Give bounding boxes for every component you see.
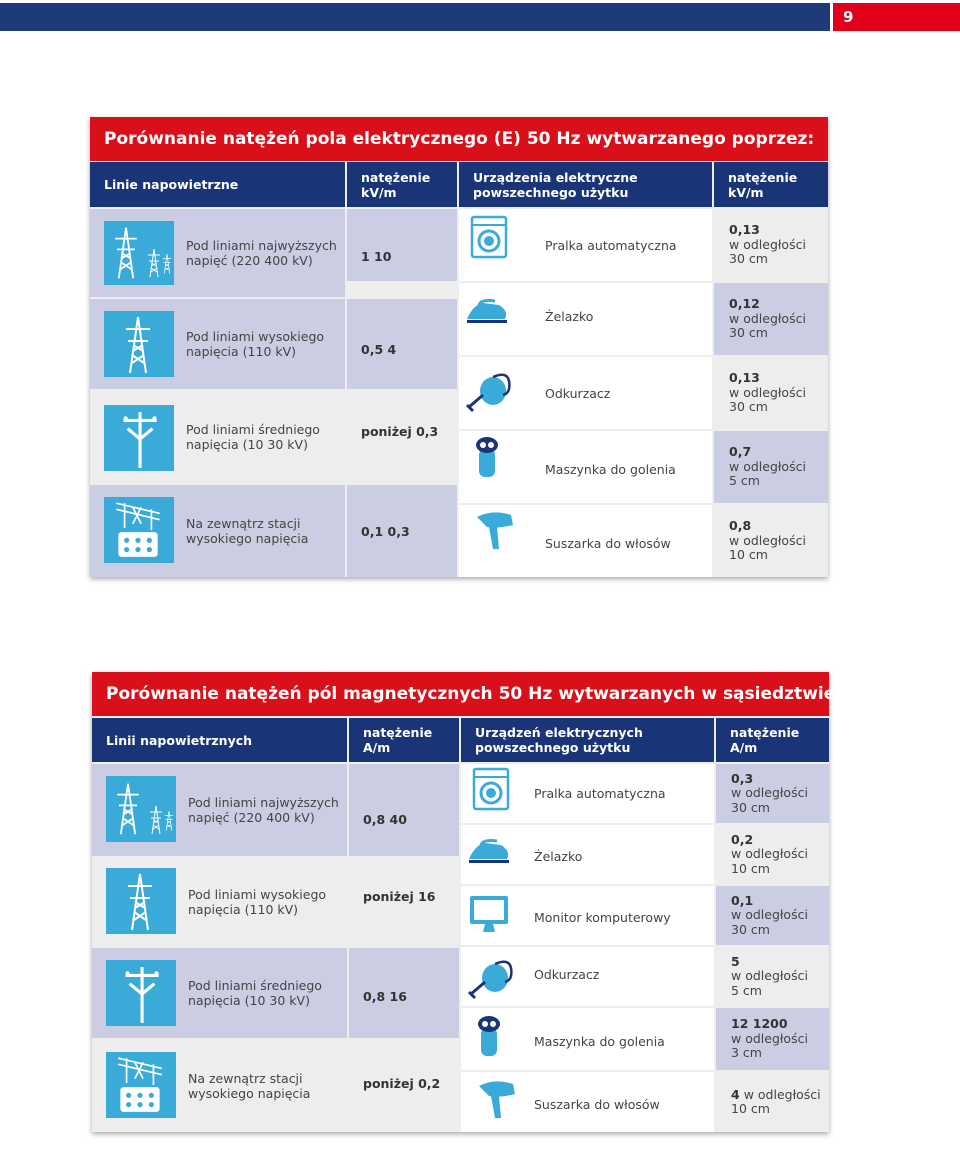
device-distance: 30 cm <box>731 921 770 937</box>
magnetic-device-row-5 <box>461 1008 714 1070</box>
monitor-icon <box>467 892 511 936</box>
device-label: Maszynka do golenia <box>545 461 676 477</box>
line-label-2: napięcia (10 30 kV) <box>188 993 310 1008</box>
electric-header-lines-label: Linie napowietrzne <box>104 177 239 192</box>
device-distance: 30 cm <box>729 399 768 415</box>
electric-line-row-4 <box>90 485 345 577</box>
magnetic-header-lines <box>92 718 347 762</box>
magnetic-header-devices <box>461 718 714 762</box>
device-distance: 3 cm <box>731 1045 762 1061</box>
pole-medium-icon <box>104 405 174 471</box>
electric-line-value-4 <box>347 485 457 577</box>
magnetic-device-row-4 <box>461 947 714 1006</box>
line-label-2: napięć (220 400 kV) <box>186 253 313 268</box>
tower-tall-icon <box>106 776 176 842</box>
line-value: poniżej 16 <box>363 888 436 904</box>
electric-line-value-2 <box>347 299 457 389</box>
device-label: Suszarka do włosów <box>545 535 671 551</box>
line-value: 1 10 <box>361 248 392 264</box>
device-label: Pralka automatyczna <box>534 786 666 801</box>
electric-device-row-1 <box>459 209 712 281</box>
line-label-2: wysokiego napięcia <box>186 531 309 546</box>
magnetic-line-value-4 <box>349 1040 459 1132</box>
page-number: 9 <box>833 3 960 31</box>
electric-device-value-3 <box>714 357 828 429</box>
device-distance: 10 cm <box>729 547 768 563</box>
line-label-2: napięcia (110 kV) <box>188 902 299 917</box>
electric-panel-title: Porównanie natężeń pola elektrycznego (E) 50 Hz wytwarzanego poprzez: <box>90 117 828 161</box>
device-label: Odkurzacz <box>545 385 611 401</box>
unit-label: natężenie A/m <box>730 725 800 755</box>
unit-line-1: natężenie <box>728 169 798 185</box>
unit-label: natężenie A/m <box>363 725 433 755</box>
electric-device-row-5 <box>459 505 712 577</box>
electric-line-row-1 <box>90 209 345 297</box>
pole-medium-icon <box>106 960 176 1026</box>
iron-icon <box>465 297 513 327</box>
device-value: 0,8 <box>729 518 752 534</box>
line-label-1: Na zewnątrz stacji <box>188 1071 303 1086</box>
line-label-1: Pod liniami najwyższych <box>188 795 339 810</box>
unit-line-2: kV/m <box>728 184 764 200</box>
device-value: 0,1 <box>731 892 754 908</box>
electric-line-row-2 <box>90 299 345 389</box>
device-value: 12 1200 <box>731 1016 788 1032</box>
tower-high-icon <box>104 311 174 377</box>
vacuum-cleaner-icon <box>463 365 513 415</box>
electric-device-value-5 <box>714 505 828 577</box>
tower-tall-icon <box>104 221 174 285</box>
electric-device-row-3 <box>459 357 712 429</box>
electric-header-devices <box>459 162 712 207</box>
device-label: Monitor komputerowy <box>534 910 671 925</box>
device-distance: 30 cm <box>729 251 768 267</box>
devices-line-1: Urządzeń elektrycznych <box>475 725 643 740</box>
magnetic-header-devices-unit <box>716 718 829 762</box>
device-value: 0,7 <box>729 444 752 460</box>
hair-dryer-icon <box>475 1078 519 1122</box>
electric-device-row-4 <box>459 431 712 503</box>
line-value: 0,8 16 <box>363 988 407 1004</box>
magnetic-panel-title: Porównanie natężeń pól magnetycznych 50 Hz wytwarzanych w sąsiedztwie: <box>92 672 829 716</box>
device-label: Suszarka do włosów <box>534 1096 660 1112</box>
device-distance-label: w odległości <box>731 968 808 984</box>
iron-icon <box>467 837 515 867</box>
electric-line-value-3 <box>347 391 457 483</box>
device-distance-label: w odległości <box>743 1086 821 1102</box>
device-label: Żelazko <box>534 849 583 864</box>
device-value: 4 <box>731 1086 740 1102</box>
device-label: Żelazko <box>545 308 594 324</box>
line-label-2: napięć (220 400 kV) <box>188 810 315 825</box>
line-value: 0,8 40 <box>363 811 407 827</box>
magnetic-device-value-1 <box>716 764 829 823</box>
magnetic-device-row-2 <box>461 825 714 884</box>
magnetic-device-row-6 <box>461 1072 714 1132</box>
device-distance: 10 cm <box>731 1101 770 1116</box>
line-value: 0,5 4 <box>361 341 397 357</box>
device-label: Pralka automatyczna <box>545 237 677 253</box>
device-distance: 10 cm <box>731 860 770 876</box>
magnetic-line-value-3 <box>349 948 459 1038</box>
magnetic-line-row-3 <box>92 948 347 1038</box>
electric-device-value-4 <box>714 431 828 503</box>
line-label-1: Pod liniami średniego <box>186 422 320 437</box>
shaver-icon <box>475 1014 505 1058</box>
hair-dryer-icon <box>473 509 517 553</box>
magnetic-line-row-2 <box>92 858 347 946</box>
magnetic-device-value-4 <box>716 947 829 1006</box>
magnetic-device-row-3 <box>461 886 714 945</box>
device-distance-label: w odległości <box>731 785 808 801</box>
magnetic-line-value-1 <box>349 764 459 856</box>
device-distance: 5 cm <box>729 473 760 489</box>
line-value: poniżej 0,2 <box>363 1075 441 1091</box>
device-value: 0,13 <box>729 222 760 238</box>
device-distance-label: w odległości <box>729 384 806 400</box>
device-value-line <box>731 1088 829 1103</box>
top-bar <box>0 3 830 31</box>
vacuum-cleaner-icon <box>465 952 515 1002</box>
device-value: 0,3 <box>731 770 754 786</box>
magnetic-header-lines-unit <box>349 718 459 762</box>
substation-icon <box>106 1052 176 1118</box>
device-value: 0,2 <box>731 831 754 847</box>
magnetic-device-value-6 <box>716 1072 829 1132</box>
magnetic-device-value-5 <box>716 1008 829 1070</box>
electric-header-lines-unit <box>347 162 457 207</box>
magnetic-header-lines-label: Linii napowietrznych <box>106 732 253 748</box>
device-distance: 30 cm <box>729 325 768 341</box>
line-value: poniżej 0,3 <box>361 423 439 439</box>
magnetic-device-row-1 <box>461 764 714 823</box>
tower-high-icon <box>106 868 176 934</box>
magnetic-line-value-2 <box>349 858 459 946</box>
magnetic-line-row-1 <box>92 764 347 856</box>
magnetic-device-value-3 <box>716 886 829 945</box>
device-value: 0,12 <box>729 296 760 312</box>
device-value: 5 <box>731 953 740 969</box>
devices-line-2: powszechnego użytku <box>475 740 631 755</box>
line-label-1: Pod liniami najwyższych <box>186 238 337 253</box>
electric-line-row-3 <box>90 391 345 483</box>
magnetic-device-value-2 <box>716 825 829 884</box>
line-label-2: napięcia (10 30 kV) <box>186 437 308 452</box>
line-label-1: Pod liniami wysokiego <box>188 887 327 902</box>
line-label-2: wysokiego napięcia <box>188 1086 311 1101</box>
unit-line-2: kV/m <box>361 184 397 200</box>
device-label: Odkurzacz <box>534 967 600 982</box>
devices-line-1: Urządzenia elektryczne <box>473 169 638 185</box>
line-label-2: napięcia (110 kV) <box>186 344 297 359</box>
unit-line-1: natężenie <box>361 169 431 185</box>
electric-header-lines <box>90 162 345 207</box>
washing-machine-icon <box>471 767 511 811</box>
device-distance-label: w odległości <box>731 907 808 923</box>
device-distance-label: w odległości <box>729 310 806 326</box>
line-label-1: Pod liniami średniego <box>188 978 322 993</box>
device-distance-label: w odległości <box>729 532 806 548</box>
electric-line-value-1 <box>347 209 457 281</box>
line-value: 0,1 0,3 <box>361 523 410 539</box>
device-value: 0,13 <box>729 370 760 386</box>
device-distance-label: w odległości <box>729 458 806 474</box>
shaver-icon <box>473 435 503 479</box>
electric-device-value-1 <box>714 209 828 281</box>
electric-device-value-2 <box>714 283 828 355</box>
device-distance-label: w odległości <box>731 846 808 862</box>
washing-machine-icon <box>469 215 509 259</box>
substation-icon <box>104 497 174 563</box>
devices-line-2: powszechnego użytku <box>473 184 629 200</box>
electric-header-devices-unit <box>714 162 828 207</box>
device-distance: 30 cm <box>731 799 770 815</box>
device-distance: 5 cm <box>731 982 762 998</box>
line-label-1: Pod liniami wysokiego <box>186 329 325 344</box>
device-distance-label: w odległości <box>731 1030 808 1046</box>
device-distance-label: w odległości <box>729 236 806 252</box>
magnetic-line-row-4 <box>92 1040 347 1132</box>
line-label-1: Na zewnątrz stacji <box>186 516 301 531</box>
device-label: Maszynka do golenia <box>534 1033 665 1049</box>
electric-device-row-2 <box>459 283 712 355</box>
